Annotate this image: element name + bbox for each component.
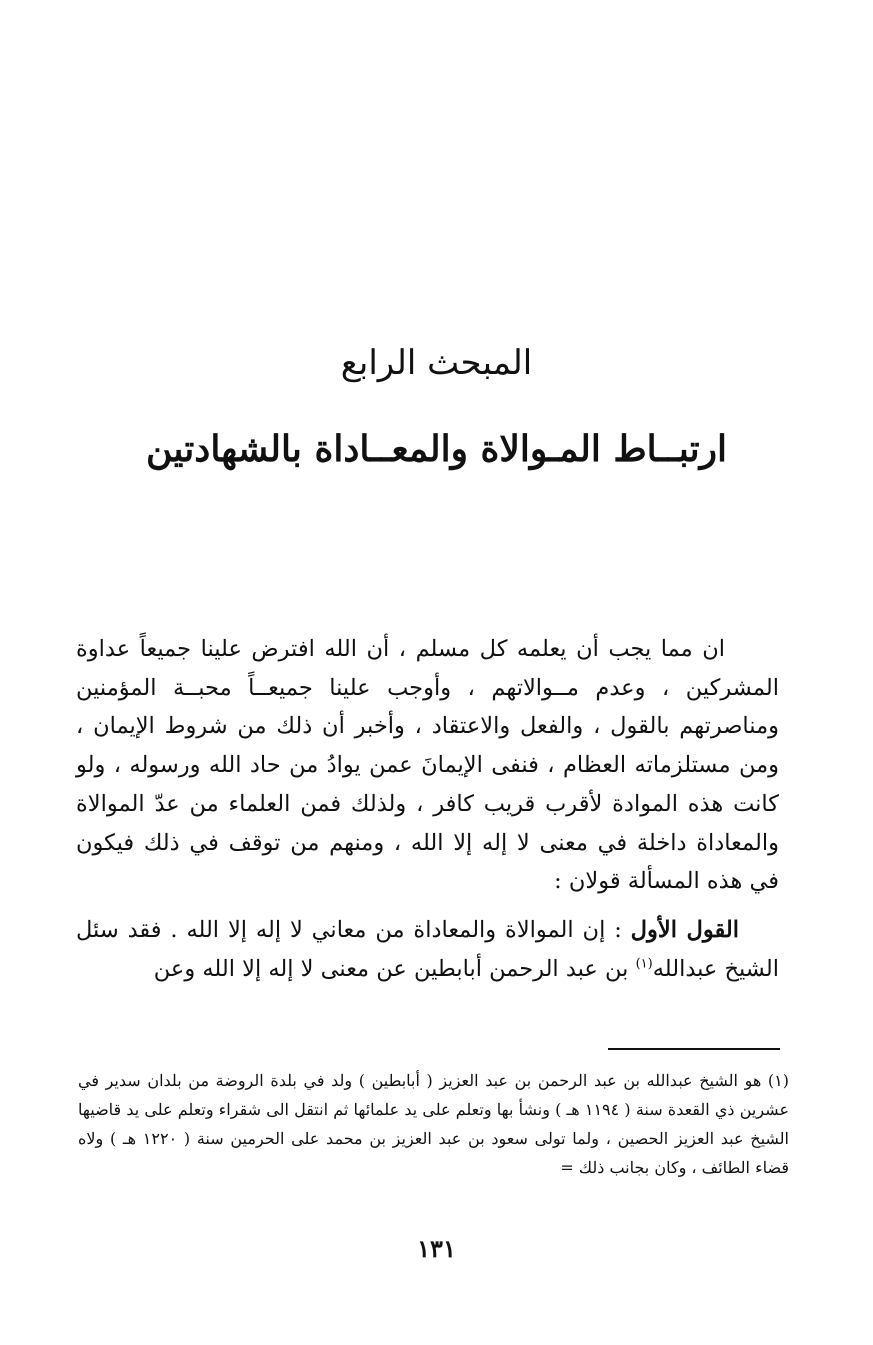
paragraph-lead: القول الأول bbox=[630, 916, 739, 943]
footnote bbox=[78, 1066, 789, 1182]
footnote-divider bbox=[608, 1048, 780, 1050]
page-number: ١٣١ bbox=[417, 1234, 456, 1263]
section-label: المبحث الرابع bbox=[340, 343, 533, 383]
main-text bbox=[76, 630, 779, 988]
paragraph-text: : إن الموالاة والمعاداة من معاني لا إله إلا الله . فقد سئل الشيخ عبدالله bbox=[76, 916, 779, 982]
paragraph bbox=[76, 911, 779, 988]
footnote-reference[interactable]: (١) bbox=[635, 956, 653, 972]
paragraph: ان مما يجب أن يعلمه كل مسلم ، أن الله افترض علينا جميعاً عداوة المشركين ، وعدم مــوالاتهم ، وأوجب علينا جميعــاً محبــة المؤمنين ومناصرتهم بالقول ، والفعل والاعتقاد ، وأخبر أن ذلك من شروط الإيمان ، ومن مستلزماته العظام ، فنفى الإيمانَ عمن يوادُ من حاد الله ورسوله ، ولو كانت هذه الموادة لأقرب قريب كافر ، ولذلك فمن العلماء من عدّ الموالاة والمعاداة داخلة في معنى لا إله إلا الله ، ومنهم من توقف في ذلك فيكون في هذه المسألة قولان : bbox=[76, 636, 779, 895]
chapter-title: ارتبــاط المـوالاة والمعــاداة بالشهادتين bbox=[146, 428, 727, 470]
footnote-marker: (١) bbox=[767, 1071, 789, 1090]
paragraph-text: بن عبد الرحمن أبابطين عن معنى لا إله إلا الله وعن bbox=[153, 955, 636, 982]
footnote-text: هو الشيخ عبدالله بن عبد الرحمن بن عبد العزيز ( أبابطين ) ولد في بلدة الروضة من بلدان سدير في عشرين ذي القعدة سنة ( ١١٩٤ هـ ) ونشأ بها وتعلم على يد علمائها ثم انتقل الى شقراء وتعلم على يد قاضيها الشيخ عبد العزيز الحصين ، ولما تولى سعود بن عبد العزيز بن محمد على الحرمين سنة ( ١٢٢٠ هـ ) ولاه قضاء الطائف ، وكان بجانب ذلك = bbox=[78, 1071, 790, 1177]
